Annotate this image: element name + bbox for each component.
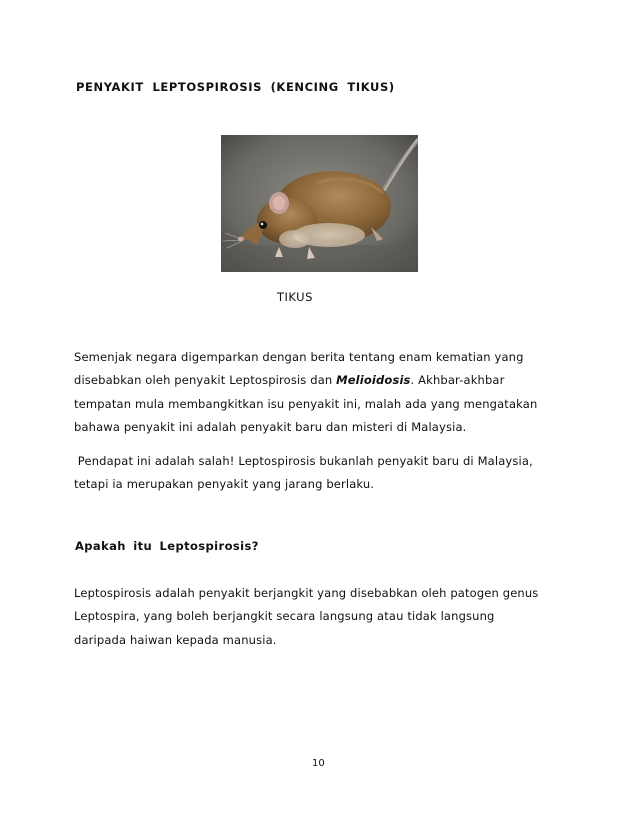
paragraph-line: tempatan mula membangkitkan isu penyakit ini, malah ada yang mengatakan [74,396,538,411]
paragraph-intro [74,346,574,440]
paragraph-definition [74,582,574,652]
image-caption: TIKUS [277,290,313,304]
section-heading: Apakah itu Leptospirosis? [75,539,259,553]
emphasis-melioidosis: Melioidosis [336,373,411,388]
paragraph-line: Leptospira, yang boleh berjangkit secara langsung atau tidak langsung [74,609,495,624]
paragraph-line: daripada haiwan kepada manusia. [74,632,277,647]
rat-photo [221,135,418,272]
paragraph-line: tetapi ia merupakan penyakit yang jarang berlaku. [74,477,375,492]
paragraph-line: disebabkan oleh penyakit Leptospirosis dan Melioidosis. Akhbar-akhbar [74,373,505,388]
paragraph-line: bahawa penyakit ini adalah penyakit baru dan misteri di Malaysia. [74,420,467,435]
paragraph-line: Pendapat ini adalah salah! Leptospirosis bukanlah penyakit baru di Malaysia, [74,454,533,468]
paragraph-opinion [74,450,574,497]
page-number: 10 [312,758,325,769]
paragraph-line: Leptospirosis adalah penyakit berjangkit yang disebabkan oleh patogen genus [74,586,539,600]
page-title: PENYAKIT LEPTOSPIROSIS (KENCING TIKUS) [76,80,395,94]
paragraph-line: Semenjak negara digemparkan dengan berita tentang enam kematian yang [74,350,524,364]
